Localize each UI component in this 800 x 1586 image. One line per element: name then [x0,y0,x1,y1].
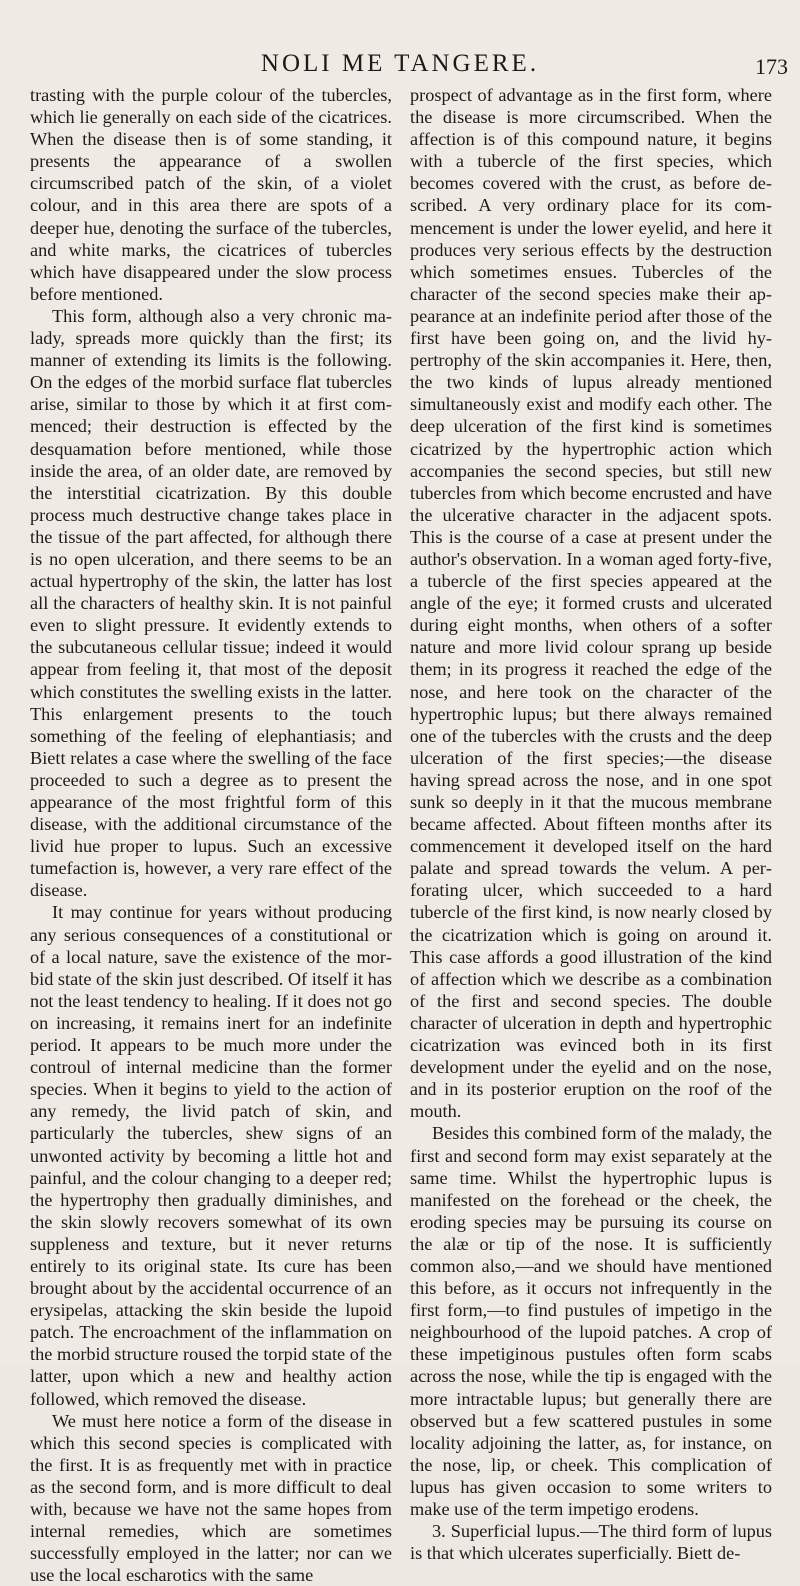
running-title: NOLI ME TANGERE. [260,50,540,77]
paragraph: It may continue for years without producing any serious consequences of a constitutional or of a local nature, save the existence of the morbid state of the skin just described. Of itself it has not the least tendency to healing. If it does not go on increasing, it remains inert for an indefinite period. It appears to be much more under the controul of internal medicine than the former species. When it begins to yield to the action of any remedy, the livid patch of skin, and particularly the tubercles, shew signs of an unwonted activity by becoming a little hot and painful, and the colour changing to a deeper red; the hypertrophy then gradually diminishes, and the skin slowly recovers somewhat of its own suppleness and texture, but it never returns entirely to its original state. Its cure has been brought about by the accidental occurrence of an erysipelas, attacking the skin beside the lupoid patch. The encroachment of the inflammation on the morbid structure roused the torpid state of the latter, upon which a new and healthy action followed, which removed the disease. [30,902,393,1409]
paragraph: Besides this combined form of the malady, the first and second form may exist separately at the same time. Whilst the hypertrophic lupus is manifested on the forehead or the cheek, the eroding species may be pursuing its course on the alæ or tip of the nose. It is sufficiently common also,—and we should have mentioned this before, as it occurs not infrequently in the first form,—to find pustules of impetigo in the neighbourhood of the lupoid patches. A crop of these impetiginous pustules often form scabs across the nose, while the tip is engaged with the more intractable lupus; but generally there are observed but a few scattered pustules in some locality adjoining the latter, as, for instance, on the nose, lip, or cheek. This complication of lupus has given occasion to some writers to make use of the term impetigo erodens. [410,1123,772,1519]
paragraph: We must here notice a form of the disease in which this second species is complicated with the first. It is as frequently met with in practice as the second form, and is more difficult to deal with, because we have not the same hopes from internal remedies, which are sometimes successfully employed in the latter; nor can we use the local escharotics with the same [30,1410,392,1586]
paragraph: This form, although also a very chronic malady, spreads more quickly than the first; its manner of extending its limits is the following. On the edges of the morbid surface flat tubercles arise, similar to those by which it at first commenced; their destruction is effected by the desquamation before mentioned, while those inside the area, of an older date, are removed by the interstitial cicatrization. By this double process much destructive change takes place in the tissue of the part affected, for although there is no open ulceration, and there seems to be an actual hypertrophy of the skin, the latter has lost all the characters of healthy skin. It is not painful even to slight pressure. It evidently extends to the subcutaneous cellular tissue; indeed it would appear from feeling it, that most of the deposit which constitutes the swelling exists in the latter. This enlargement presents to the touch something of the feeling of elephantiasis; and Biett relates a case where the swelling of the face proceeded to such a degree as to present the appearance of the most frightful form of this disease, with the additional circumstance of the livid hue proper to lupus. Such an excessive tumefaction is, however, a very rare effect of the disease. [30,305,392,901]
paragraph: 3. Superficial lupus.—The third form of lupus is that which ulcerates superficially. Biett de- [410,1521,772,1564]
page-number: 173 [755,54,788,79]
running-head [0,50,800,84]
left-column [30,84,393,1586]
paragraph: prospect of advantage as in the first form, where the disease is more circumscribed. When the affection is of this compound nature, it begins with a tubercle of the first species, which becomes covered with the crust, as before described. A very ordinary place for its commencement is under the lower eyelid, and here it produces very serious effects by the destruction which sometimes ensues. Tubercles of the character of the second species make their appearance at an indefinite period after those of the first have been going on, and the livid hypertrophy of the skin accompanies it. Here, then, the two kinds of lupus already mentioned simultaneously exist and modify each other. The deep ulceration of the first kind is sometimes cicatrized by the hypertrophic action which accompanies the second species, but still new tubercles from which become encrusted and have the ulcerative character in the adjacent spots. This is the course of a case at present under the author's observation. In a woman aged forty-five, a tubercle of the first species appeared at the angle of the eye; it formed crusts and ulcerated during eight months, when others of a softer nature and more livid colour sprang up beside them; in its progress it reached the edge of the nose, and here took on the character of the hypertrophic lupus; but there always remained one of the tubercles with the crusts and the deep ulceration of the first species;—the disease having spread across the nose, and in one spot sunk so deeply in it that the mucous membrane became affected. About fifteen months after its commencement it developed itself on the hard palate and spread towards the velum. A perforating ulcer, which succeeded to a hard tubercle of the first kind, is now nearly closed by the cicatrization which is going on around it. This case affords a good illustration of the kind of affection which we describe as a combination of the first and second species. The double character of ulceration in depth and hypertrophic cicatrization was evinced both in its first development under the eyelid and on the nose, and in its posterior eruption on the roof of the mouth. [410,85,772,1122]
paragraph: trasting with the purple colour of the tubercles, which lie generally on each side of the cicatrices. When the disease then is of some standing, it presents the appearance of a swollen circumscribed patch of the skin, of a violet colour, and in this area there are spots of a deeper hue, denoting the surface of the tubercles, and white marks, the cicatrices of tubercles which have disappeared under the slow process before mentioned. [30,85,392,304]
right-column [410,84,772,1564]
